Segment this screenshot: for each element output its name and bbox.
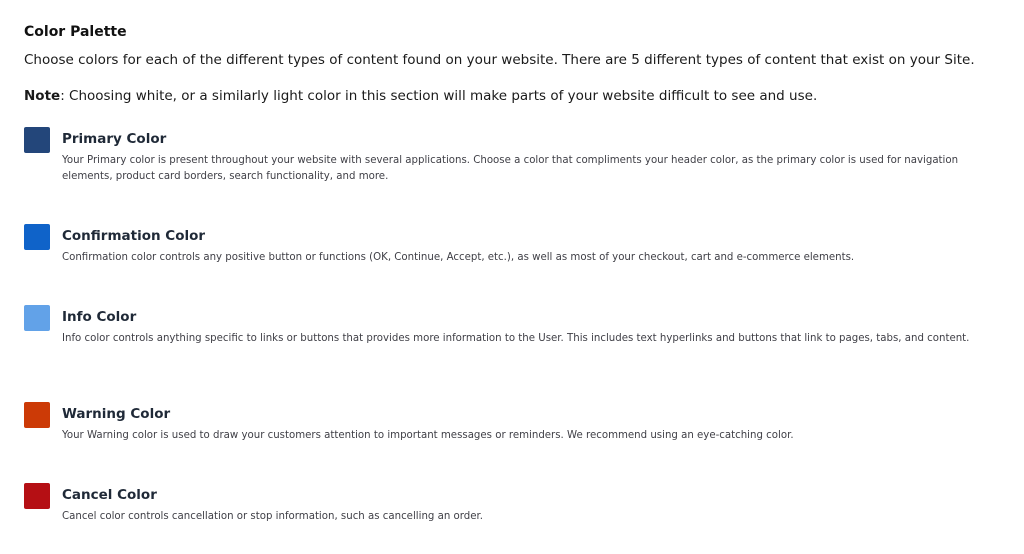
cancel-color-description: Cancel color controls cancellation or stop information, such as cancelling an order. [62,511,484,522]
note-label: Note [24,88,61,104]
primary-color-description: Your Primary color is present throughout your website with several applications. Choose a color that compliments your header color, as the primary color is used for navigation elements, product card borders, search functionality, and more. [62,155,959,182]
confirmation-color-swatch[interactable] [24,224,50,250]
color-palette-section [24,22,1004,106]
intro-text: Choose colors for each of the different types of content found on your website. There are 5 different types of content that exist on your Site. [24,52,975,68]
confirmation-color-description: Confirmation color controls any positive button or functions (OK, Continue, Accept, etc.), as well as most of your checkout, cart and e-commerce elements. [62,252,855,263]
note-text [24,86,1004,106]
primary-color-title: Primary Color [62,131,167,147]
confirmation-color-title: Confirmation Color [62,228,206,244]
primary-color-swatch[interactable] [24,127,50,153]
info-color-description: Info color controls anything specific to links or buttons that provides more information to the User. This includes text hyperlinks and buttons that link to pages, tabs, and content. [62,333,970,344]
cancel-color-title: Cancel Color [62,487,157,503]
info-color-swatch[interactable] [24,305,50,331]
warning-color-swatch[interactable] [24,402,50,428]
note-body: : Choosing white, or a similarly light color in this section will make parts of your website difficult to see and use. [60,88,818,104]
warning-color-description: Your Warning color is used to draw your customers attention to important messages or reminders. We recommend using an eye-catching color. [62,430,794,441]
cancel-color-swatch[interactable] [24,483,50,509]
info-color-title: Info Color [62,309,137,325]
warning-color-title: Warning Color [62,406,171,422]
page-title: Color Palette [24,24,127,40]
